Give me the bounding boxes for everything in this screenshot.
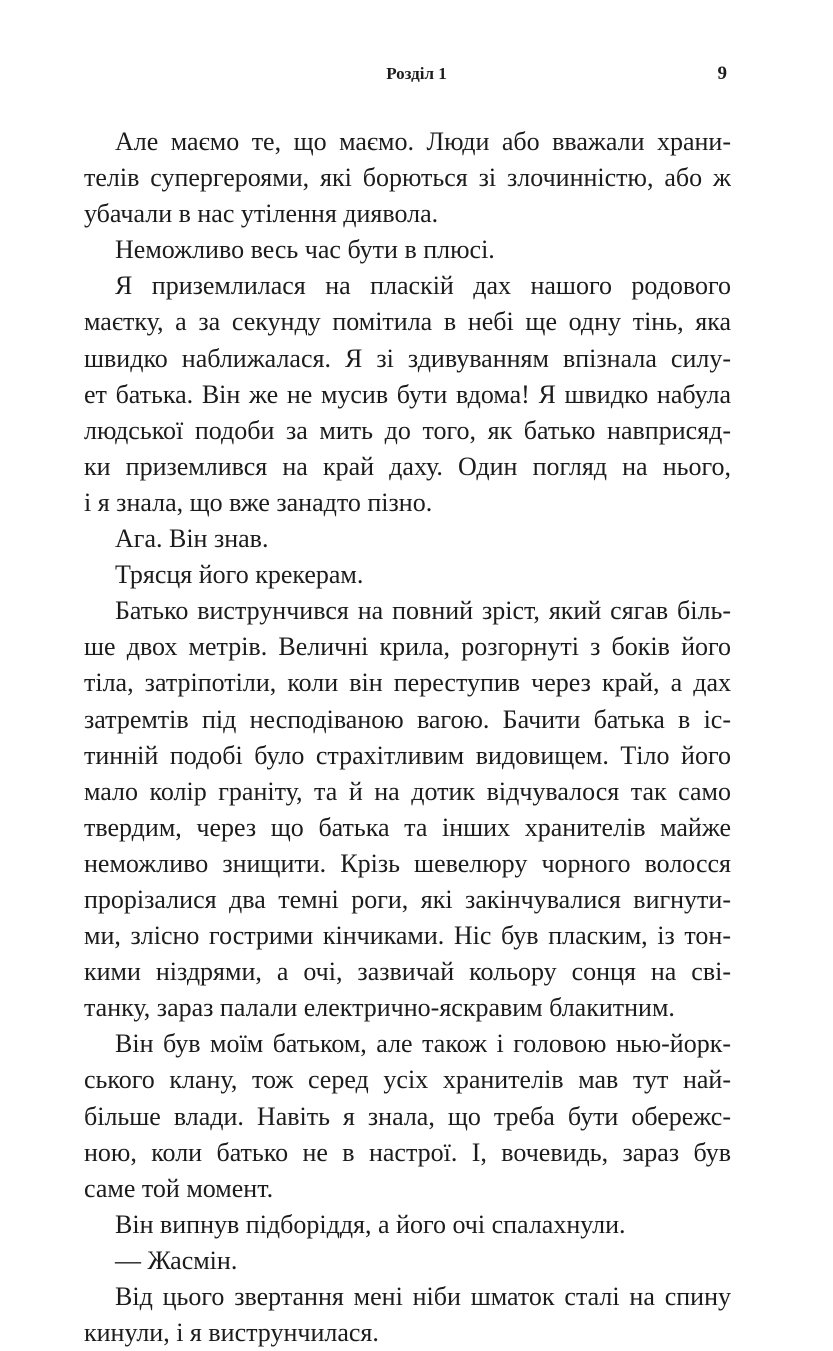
page-number: 9 [717, 63, 727, 84]
text-line: ми, злісно гострими кінчиками. Ніс був пласким, із тон- [84, 921, 731, 951]
text-line: ки приземлився на край даху. Один погляд на нього, [84, 451, 731, 481]
text-line: ет батька. Він же не мусив бути вдома! Я швидко набула [84, 379, 731, 409]
running-header [0, 62, 833, 86]
text-line: Ага. Він знав. [115, 524, 269, 554]
text-line: більше влади. Навіть я знала, що треба бути обережс- [84, 1101, 731, 1131]
text-line: ше двох метрів. Величні крила, розгорнуті з боків його [84, 632, 731, 662]
text-line: убачали в нас утілення диявола. [84, 199, 439, 229]
text-line: Трясця його крекерам. [115, 560, 364, 590]
text-line: маєтку, а за секунду помітила в небі ще одну тінь, яка [84, 307, 731, 337]
text-line: затремтів під несподіваною вагою. Бачити батька в іс- [84, 704, 731, 734]
text-line: тинній подобі було страхітливим видовищем. Тіло його [84, 740, 731, 770]
text-line: Він був моїм батьком, але також і головою нью-йорк- [115, 1029, 731, 1059]
text-line: ського клану, тож серед усіх хранителів мав тут най- [84, 1065, 731, 1095]
text-line: Він випнув підборіддя, а його очі спалахнули. [115, 1209, 626, 1239]
text-line: танку, зараз палали електрично-яскравим блакитним. [84, 993, 675, 1023]
text-line: — Жасмін. [115, 1245, 238, 1275]
text-line: Батько виструнчився на повний зріст, який сягав біль- [115, 596, 731, 626]
text-line: неможливо знищити. Крізь шевелюру чорного волосся [84, 848, 731, 878]
text-line: твердим, через що батька та інших хранителів майже [84, 812, 731, 842]
text-line: саме той момент. [84, 1173, 274, 1203]
text-line: швидко наближалася. Я зі здивуванням впізнала силу- [84, 343, 731, 373]
chapter-title: Розділ 1 [386, 64, 447, 83]
text-line: Неможливо весь час бути в плюсі. [115, 235, 495, 265]
text-line: і я знала, що вже занадто пізно. [84, 487, 433, 517]
text-line: Від цього звертання мені ніби шматок сталі на спину [115, 1282, 731, 1311]
text-line: мало колір граніту, та й на дотик відчувалося так само [84, 776, 731, 806]
body-text [84, 124, 731, 1351]
text-line: телів супергероями, які борються зі злочинністю, або ж [84, 163, 731, 193]
text-line: прорізалися два темні роги, які закінчувалися вигнути- [84, 884, 731, 914]
text-line: тіла, затріпотіли, коли він переступив через край, а дах [84, 668, 731, 698]
text-line: ною, коли батько не в настрої. І, вочевидь, зараз був [84, 1137, 731, 1167]
text-line: Я приземлилася на пласкій дах нашого родового [115, 271, 731, 301]
text-line: кими ніздрями, а очі, зазвичай кольору сонця на сві- [84, 957, 731, 987]
text-line: Але маємо те, що маємо. Люди або вважали храни- [115, 127, 731, 156]
text-line: кинули, і я виструнчилася. [84, 1318, 379, 1348]
text-line: людської подоби за мить до того, як батько навприсяд- [84, 415, 731, 445]
